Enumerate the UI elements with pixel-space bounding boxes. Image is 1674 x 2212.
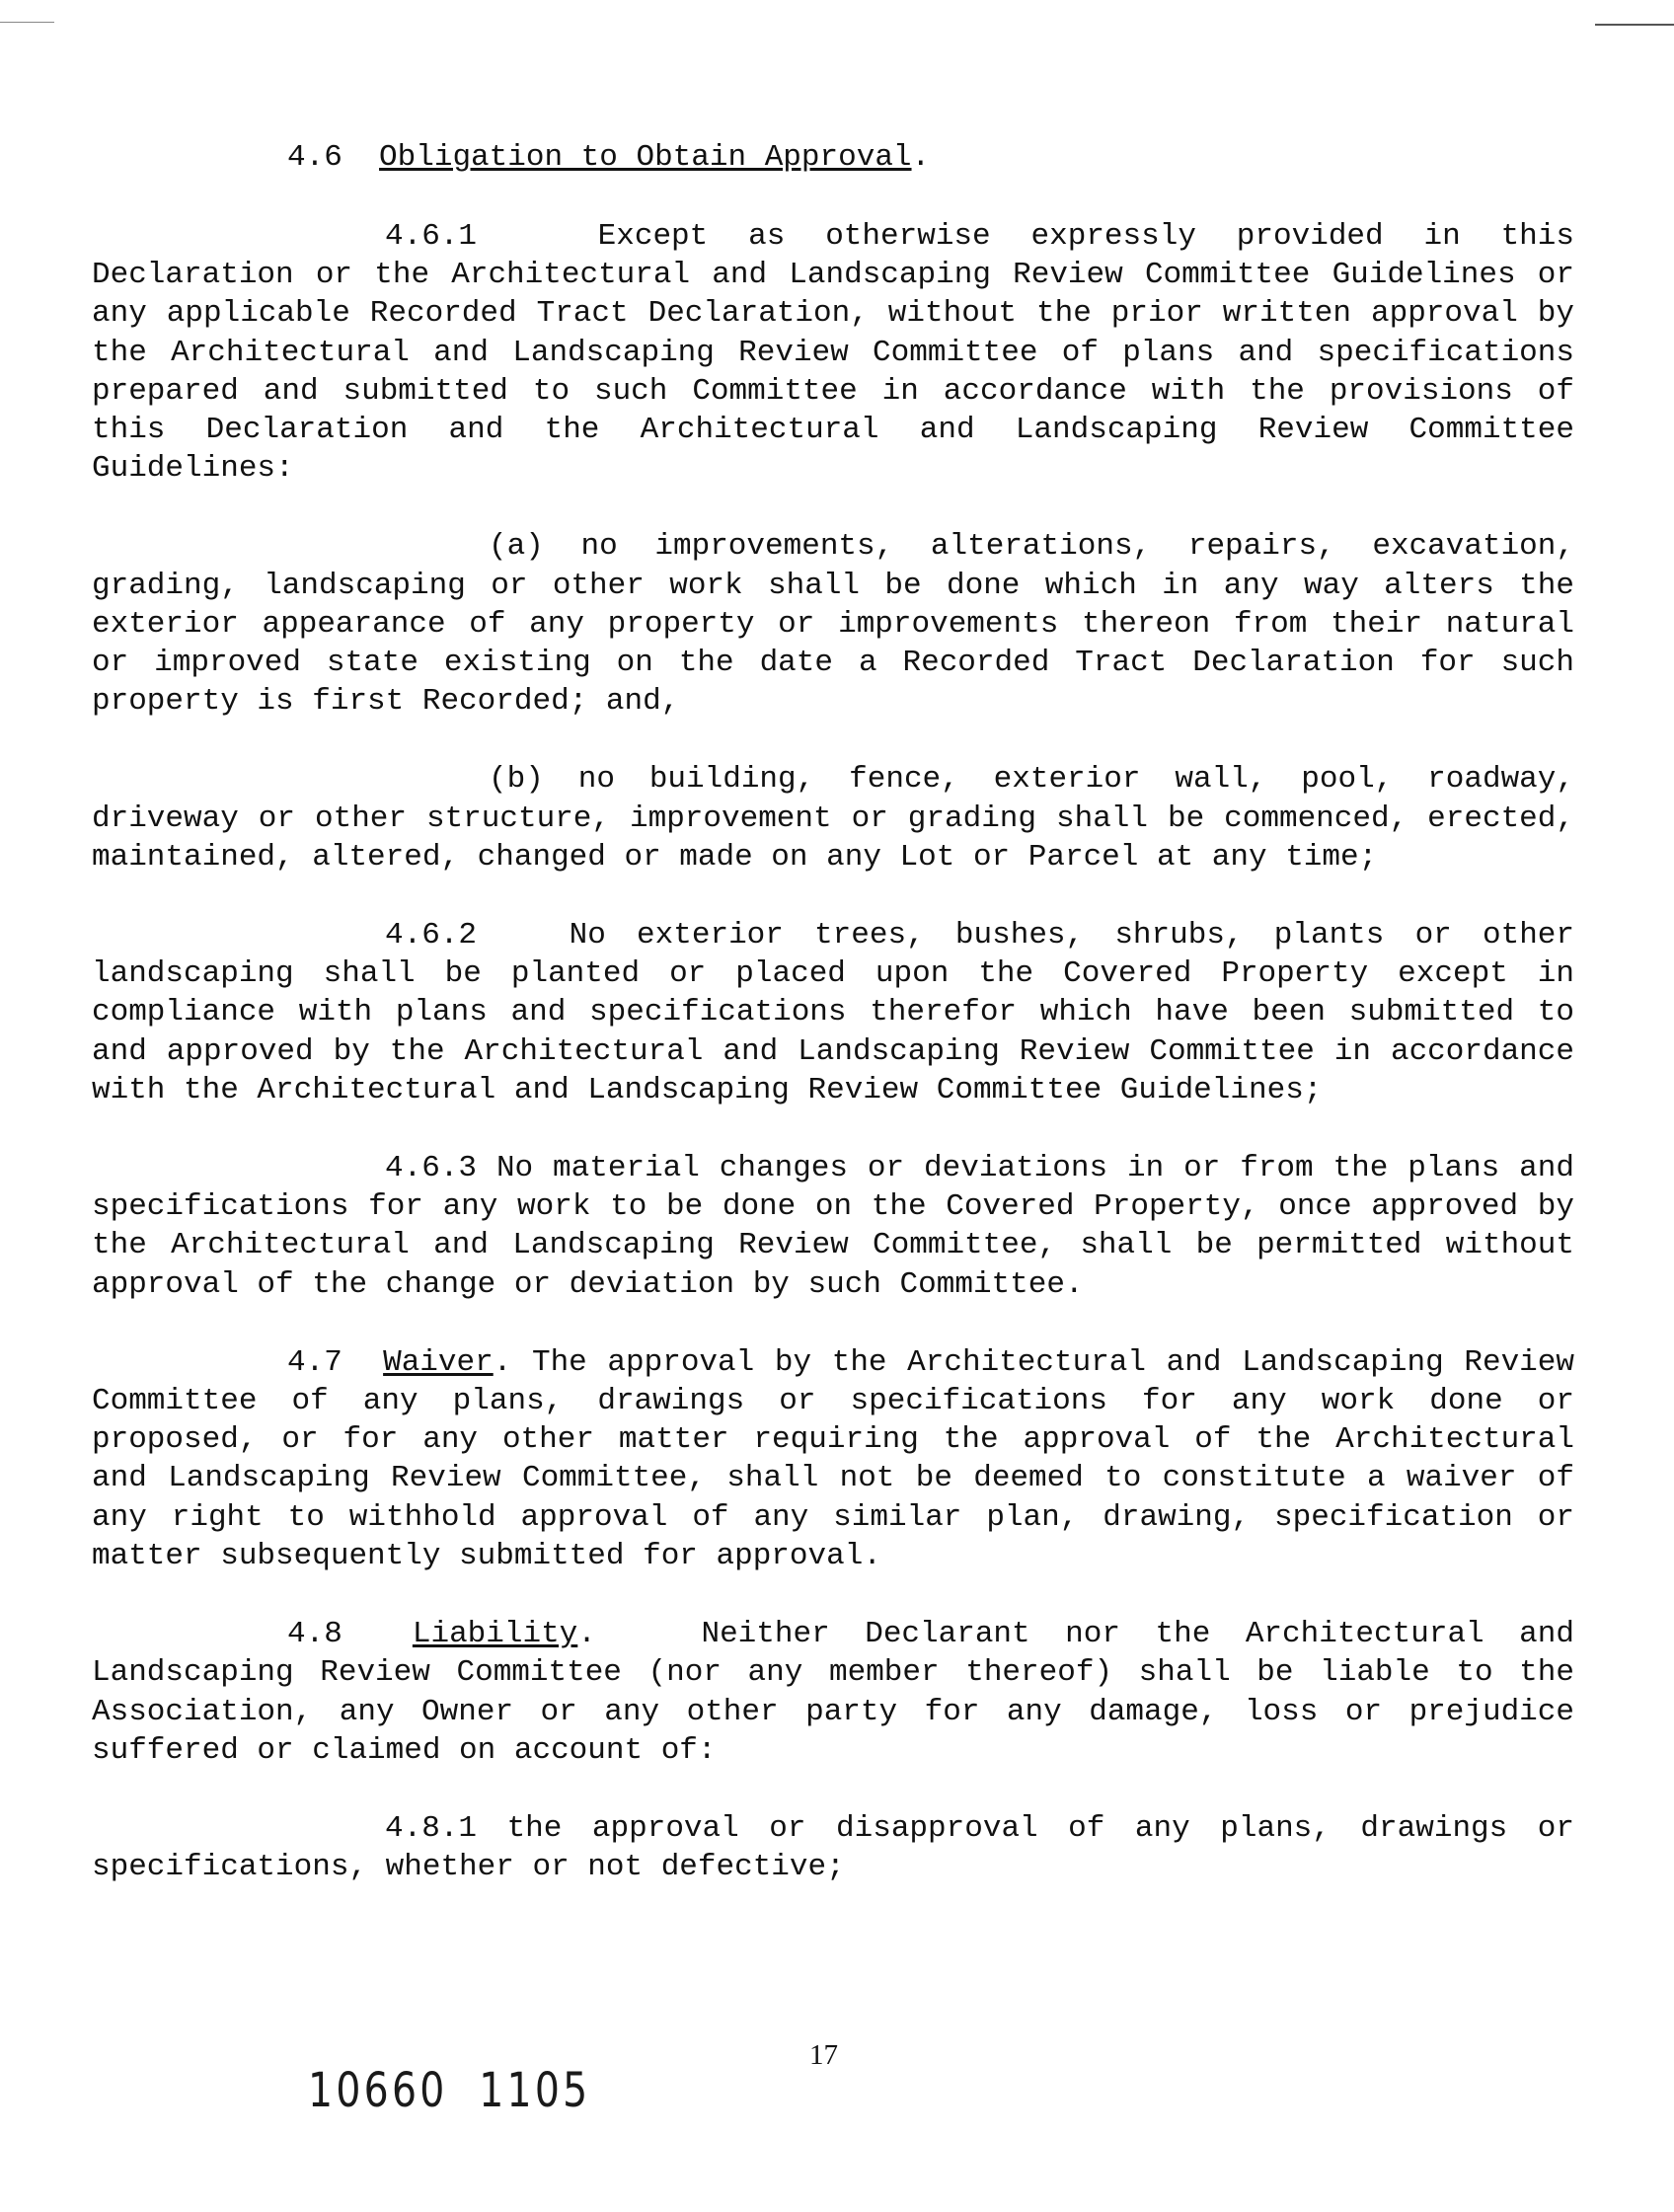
recording-stamp: 10660 1105 — [308, 2063, 591, 2118]
paragraph-text: the approval or disapproval of any plans, drawings or specifications, whether or not defective; — [92, 1810, 1574, 1885]
paragraph-number: 4.8.1 — [385, 1810, 478, 1846]
paragraph-4-6-3 — [92, 1149, 1574, 1304]
paragraph-text: No exterior trees, bushes, shrubs, plants or other landscaping shall be planted or placed upon the Covered Property except in compliance with plans and specifications therefor which have been submitted to and approved by the Architectural and Landscaping Review Committee in accordance with the Architectural and Landscaping Review Committee Guidelines; — [92, 918, 1575, 1107]
document-page — [92, 138, 1574, 1926]
section-number: 4.8 — [287, 1617, 342, 1652]
section-4-8-liability — [92, 1615, 1574, 1770]
subparagraph-text: no improvements, alterations, repairs, excavation, grading, landscaping or other work shall be done which in any way alters the exterior appearance of any property or improvements thereon from their natural or improved state existing on the date a Recorded Tract Declaration for such property is first Recorded; and, — [92, 529, 1574, 720]
subparagraph-a — [92, 527, 1574, 721]
section-text: Neither Declarant nor the Architectural and Landscaping Review Committee (nor any member thereof) shall be liable to the Association, any Owner or any other party for any damage, loss or prejudice suffered or claimed on account of: — [92, 1617, 1574, 1768]
paragraph-4-6-1 — [92, 217, 1574, 488]
section-4-7-waiver — [92, 1343, 1574, 1575]
section-title-period: . — [911, 140, 931, 175]
subparagraph-label: (a) — [489, 529, 544, 565]
paragraph-4-6-2 — [92, 916, 1574, 1109]
section-number: 4.7 — [287, 1344, 342, 1380]
scan-edge-mark-left — [0, 22, 54, 23]
paragraph-number: 4.6.2 — [385, 918, 478, 953]
section-title-period: . — [577, 1617, 596, 1652]
section-number: 4.6 — [287, 140, 342, 175]
subparagraph-text: no building, fence, exterior wall, pool, roadway, driveway or other structure, improvement or grading shall be commenced, erected, maintained, altered, changed or made on any Lot or Parcel at any time; — [92, 762, 1574, 875]
section-heading-4-6 — [92, 138, 1574, 178]
paragraph-text: Except as otherwise expressly provided in this Declaration or the Architectural and Landscaping Review Committee Guidelines or any applicable Recorded Tract Declaration, without the prior written approval by the Architectural and Landscaping Review Committee of plans and specifications prepared and submitted to such Committee in accordance with the provisions of this Declaration and the Architectural and Landscaping Review Committee Guidelines: — [92, 219, 1574, 487]
section-title: Obligation to Obtain Approval — [379, 140, 912, 175]
section-title: Liability — [412, 1617, 578, 1652]
scan-edge-mark-right — [1595, 24, 1674, 26]
page-number: 17 — [809, 2039, 838, 2071]
section-title-period: . — [493, 1344, 512, 1380]
subparagraph-label: (b) — [489, 762, 544, 798]
paragraph-4-8-1 — [92, 1809, 1574, 1886]
paragraph-number: 4.6.1 — [385, 219, 478, 254]
paragraph-number: 4.6.3 — [385, 1151, 478, 1186]
section-title: Waiver — [383, 1344, 494, 1380]
subparagraph-b — [92, 760, 1574, 877]
paragraph-text: No material changes or deviations in or from the plans and specifications for any work to be done on the Covered Property, once approved by the Architectural and Landscaping Review Committee, shall be permitted without approval of the change or deviation by such Committee. — [92, 1151, 1574, 1302]
section-text: The approval by the Architectural and Landscaping Review Committee of any plans, drawings or specifications for any work done or proposed, or for any other matter requiring the approval of the Architectural and Landscaping Review Committee, shall not be deemed to constitute a waiver of any right to withhold approval of any similar plan, drawing, specification or matter subsequently submitted for approval. — [92, 1344, 1574, 1573]
